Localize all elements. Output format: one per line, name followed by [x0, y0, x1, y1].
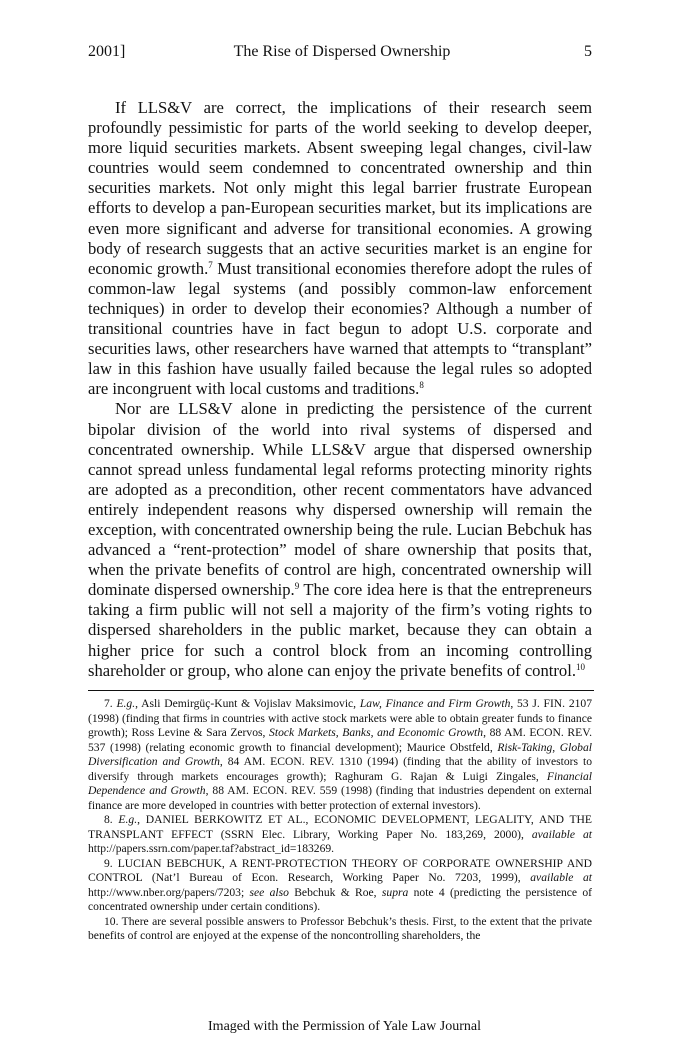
footnote-10-number: 10.: [104, 914, 119, 928]
footnote-7-text: , Asli Demirgüç-Kunt & Vojislav Maksimovic,: [135, 697, 360, 710]
footnote-ref-8[interactable]: 8: [419, 380, 424, 391]
footnote-9: [88, 857, 592, 915]
footnote-7-text: , 53 J. FIN. 2107 (1998) (finding that firms in countries with active stock markets were able to obtain greater funds to finance growth); Ross Levine & Sara Zervos,: [88, 697, 593, 739]
footnote-7-text: , 88 AM. ECON. REV. 559 (1998) (finding that industries dependent on external finance are more developed in countries with better protection of external investors).: [88, 784, 592, 812]
footnote-10-text: There are several possible answers to Professor Bebchuk’s thesis. First, to the extent that the private benefits of control are enjoyed at the expense of the noncontrolling shareholders, the: [88, 914, 592, 942]
footnote-divider: [88, 690, 594, 691]
footnote-7-signal: E.g.: [116, 697, 136, 710]
page-number: 5: [584, 43, 592, 60]
footnote-9-see-also: see also: [249, 885, 289, 899]
main-text: [88, 98, 592, 681]
paragraph-2-part-a: Nor are LLS&V alone in predicting the persistence of the current bipolar division of the world into rival systems of dispersed and concentrated ownership. While LLS&V argue that dispersed ownership cannot spread unless fundamental legal reforms protecting minority rights are adopted as a precondition, other recent commentators have advanced entirely independent reasons why dispersed ownership will remain the exception, with concentrated ownership being the rule. Lucian Bebchuk has advanced a “rent-protection” model of share ownership that posits that, when the private benefits of control are high, concentrated ownership will dominate dispersed ownership.: [88, 399, 592, 600]
footnote-8: [88, 813, 592, 857]
footnote-7-text: , 84 AM. ECON. REV. 1310 (1994) (finding that the ability of investors to diversify through markets encourages growth); Raghuram G. Rajan & Luigi Zingales,: [88, 755, 592, 783]
running-header: [88, 42, 596, 62]
footnote-9-available-at: available at: [530, 871, 592, 884]
footnote-9-number: 9.: [104, 856, 113, 870]
footnote-8-text: , DANIEL BERKOWITZ ET AL., ECONOMIC DEVELOPMENT, LEGALITY, AND THE TRANSPLANT EFFECT (SSRN Elec. Library, Working Paper No. 183,269, 2000),: [88, 813, 592, 841]
footnote-ref-10[interactable]: 10: [575, 661, 585, 672]
paragraph-1-part-b: Must transitional economies therefore adopt the rules of common-law legal systems (and possibly common-law enforcement techniques) in order to develop their economies? Although a number of transitional countries have in fact begun to adopt U.S. corporate and securities laws, other researchers have warned that attempts to “transplant” law in this fashion have usually failed because the legal rules so adopted are incongruent with local customs and traditions.: [88, 258, 592, 399]
footnote-9-supra: supra: [381, 885, 409, 899]
footnote-ref-9[interactable]: 9: [294, 581, 300, 592]
header-year: 2001]: [88, 43, 126, 60]
footnote-9-url[interactable]: http://www.nber.org/papers/7203;: [88, 885, 250, 899]
footnote-8-available-at: available at: [531, 827, 592, 841]
footnote-8-url[interactable]: http://papers.ssrn.com/paper.taf?abstract_id=183269.: [88, 842, 335, 855]
footnote-8-number: 8.: [104, 813, 113, 826]
footnote-8-signal: E.g.: [118, 813, 138, 826]
footnote-ref-7[interactable]: 7: [208, 259, 213, 270]
footnote-7: [88, 697, 592, 813]
paragraph-2: [88, 399, 592, 680]
footnote-10: [88, 915, 592, 944]
footnote-7-title-2: Stock Markets, Banks, and Economic Growth: [269, 726, 484, 739]
footnote-9-text: note 4 (predicting the persistence of concentrated ownership under certain conditions).: [88, 885, 593, 913]
paragraph-1: [88, 98, 592, 399]
footnote-9-text: Bebchuk & Roe,: [288, 885, 382, 899]
footnote-9-text: LUCIAN BEBCHUK, A RENT-PROTECTION THEORY OF CORPORATE OWNERSHIP AND CONTROL (Nat’l Bureau of Econ. Research, Working Paper No. 7203, 1999),: [88, 856, 593, 884]
footnote-7-title-4: Financial Dependence and Growth: [88, 769, 592, 797]
paragraph-1-part-a: If LLS&V are correct, the implications of their research seem profoundly pessimistic for parts of the world seeking to develop deeper, more liquid securities markets. Absent sweeping legal changes, civil-law countries would seem condemned to concentrated ownership and thin securities markets. Not only might this legal barrier frustrate European efforts to develop a pan-European securities market, but its implications are even more significant and adverse for transitional economies. A growing body of research suggests that an active securities market is an engine for economic growth.: [88, 98, 592, 278]
header-title: The Rise of Dispersed Ownership: [233, 43, 451, 60]
footnotes: [88, 697, 592, 944]
footnote-7-title-3: Risk-Taking, Global Diversification and Growth: [88, 740, 592, 768]
footnote-7-text: , 88 AM. ECON. REV. 537 (1998) (relating economic growth to financial development); Maurice Obstfeld,: [88, 726, 592, 754]
footnote-7-number: 7.: [104, 697, 113, 710]
footnote-7-title-1: Law, Finance and Firm Growth: [359, 697, 511, 710]
paragraph-2-part-b: The core idea here is that the entrepreneurs taking a firm public will not sell a majority of the firm’s voting rights to dispersed shareholders in the public market, because they can obtain a higher price for such a control block from an incoming controlling shareholder or group, who alone can enjoy the private benefits of control.: [88, 580, 593, 680]
page-footer: Imaged with the Permission of Yale Law Journal: [208, 1019, 481, 1034]
